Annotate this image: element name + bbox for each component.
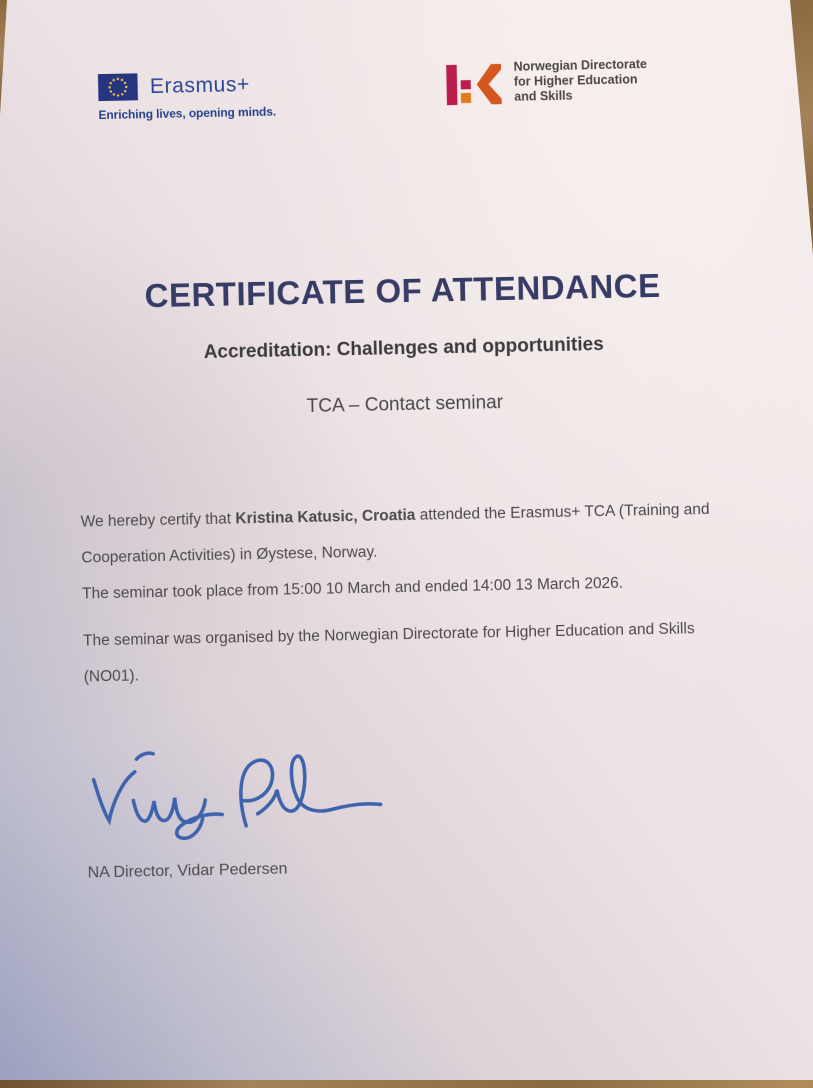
body-line: (NO01). bbox=[83, 667, 140, 686]
body-line: Cooperation Activities) in Øystese, Norway. bbox=[81, 543, 378, 567]
body-line: The seminar was organised by the Norwegian Directorate for Higher Education and Skills bbox=[82, 620, 695, 650]
hkdir-text-line1: Norwegian Directorate bbox=[513, 57, 648, 74]
hkdir-text-line3: and Skills bbox=[514, 88, 573, 104]
signatory-name: NA Director, Vidar Pedersen bbox=[87, 860, 288, 882]
erasmus-tagline: Enriching lives, opening minds. bbox=[98, 104, 277, 123]
hk-logo-icon bbox=[445, 63, 504, 106]
hkdir-text-line2: for Higher Education bbox=[513, 72, 638, 89]
hkdir-logo-text bbox=[513, 57, 647, 105]
seminar-type: TCA – Contact seminar bbox=[306, 392, 504, 417]
eu-flag-icon bbox=[98, 73, 139, 101]
signature-image bbox=[77, 733, 394, 857]
body-paragraph bbox=[83, 610, 747, 695]
body-paragraph bbox=[80, 491, 745, 612]
body-line: We hereby certify that Kristina Katusic, Croatia attended the Erasmus+ TCA (Training and bbox=[80, 500, 710, 531]
body-line: The seminar took place from 15:00 10 March and ended 14:00 13 March 2026. bbox=[81, 574, 624, 603]
erasmus-logo-wordmark: Erasmus+ bbox=[149, 72, 251, 98]
hkdir-logo bbox=[444, 57, 647, 106]
certificate-subtitle: Accreditation: Challenges and opportunities bbox=[203, 334, 604, 364]
certificate-body bbox=[80, 491, 747, 706]
erasmus-logo bbox=[98, 70, 299, 122]
certificate-title: CERTIFICATE OF ATTENDANCE bbox=[144, 266, 661, 315]
